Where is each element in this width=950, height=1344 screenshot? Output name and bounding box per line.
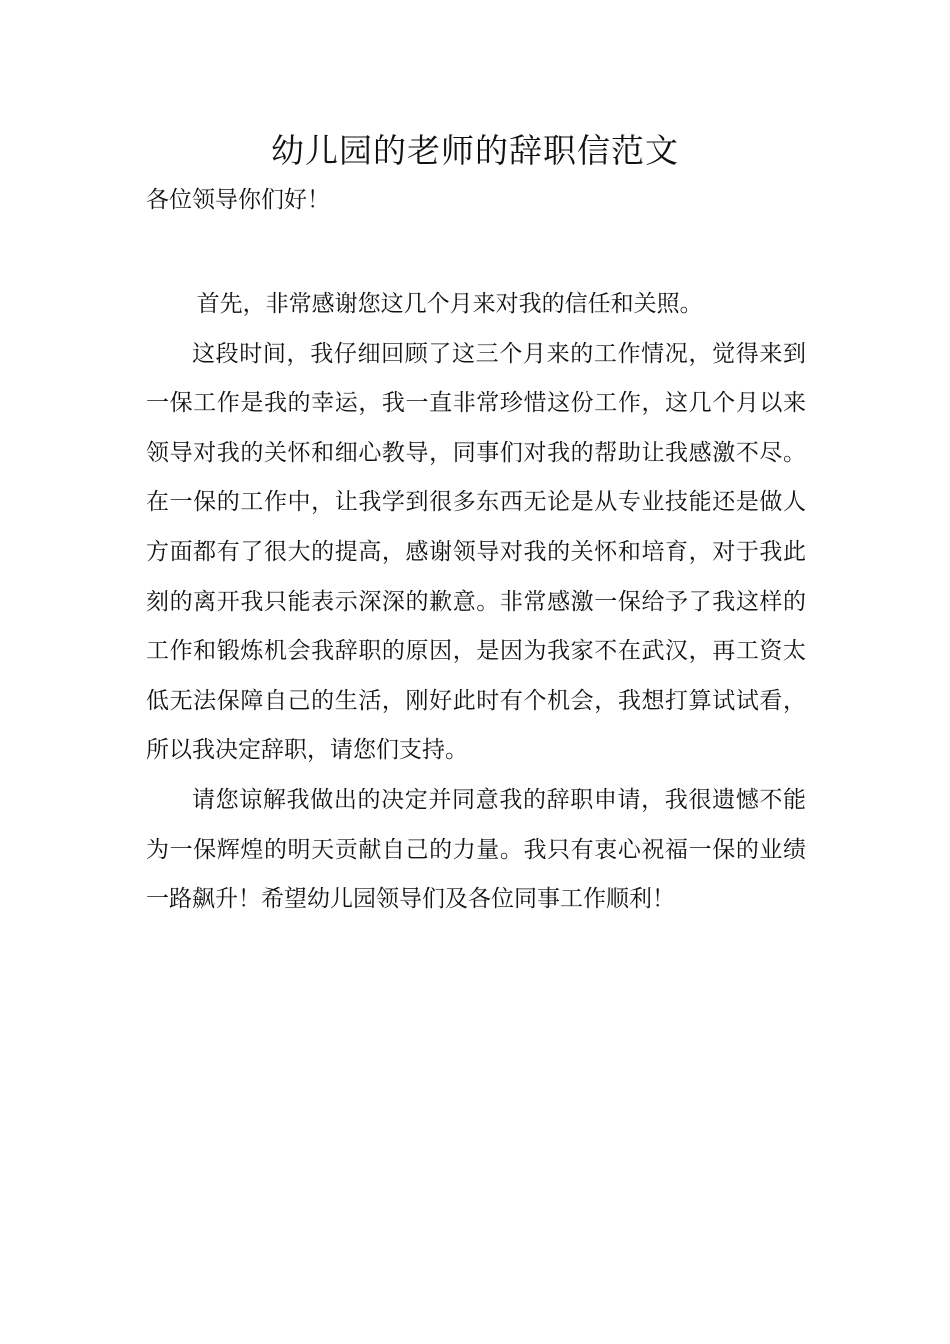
paragraph-reasons: 这段时间，我仔细回顾了这三个月来的工作情况，觉得来到一保工作是我的幸运，我一直非常珍惜这份工作，这几个月以来领导对我的关怀和细心教导，同事们对我的帮助让我感激不尽。在一保的工作中，让我学到很多东西无论是从专业技能还是做人方面都有了很大的提高，感谢领导对我的关怀和培育，对于我此刻的离开我只能表示深深的歉意。非常感激一保给予了我这样的工作和锻炼机会我辞职的原因，是因为我家不在武汉，再工资太低无法保障自己的生活，刚好此时有个机会，我想打算试试看，所以我决定辞职，请您们支持。 bbox=[146, 340, 806, 764]
document-title: 幼儿园的老师的辞职信范文 bbox=[271, 131, 679, 170]
greeting-line: 各位领导你们好！ bbox=[146, 187, 330, 213]
paragraph-thanks: 首先，非常感谢您这几个月来对我的信任和关照。 bbox=[196, 291, 703, 317]
letter-body bbox=[146, 280, 806, 925]
paragraph-closing: 请您谅解我做出的决定并同意我的辞职申请，我很遗憾不能为一保辉煌的明天贡献自己的力量。我只有衷心祝福一保的业绩一路飙升！希望幼儿园领导们及各位同事工作顺利！ bbox=[146, 786, 806, 913]
